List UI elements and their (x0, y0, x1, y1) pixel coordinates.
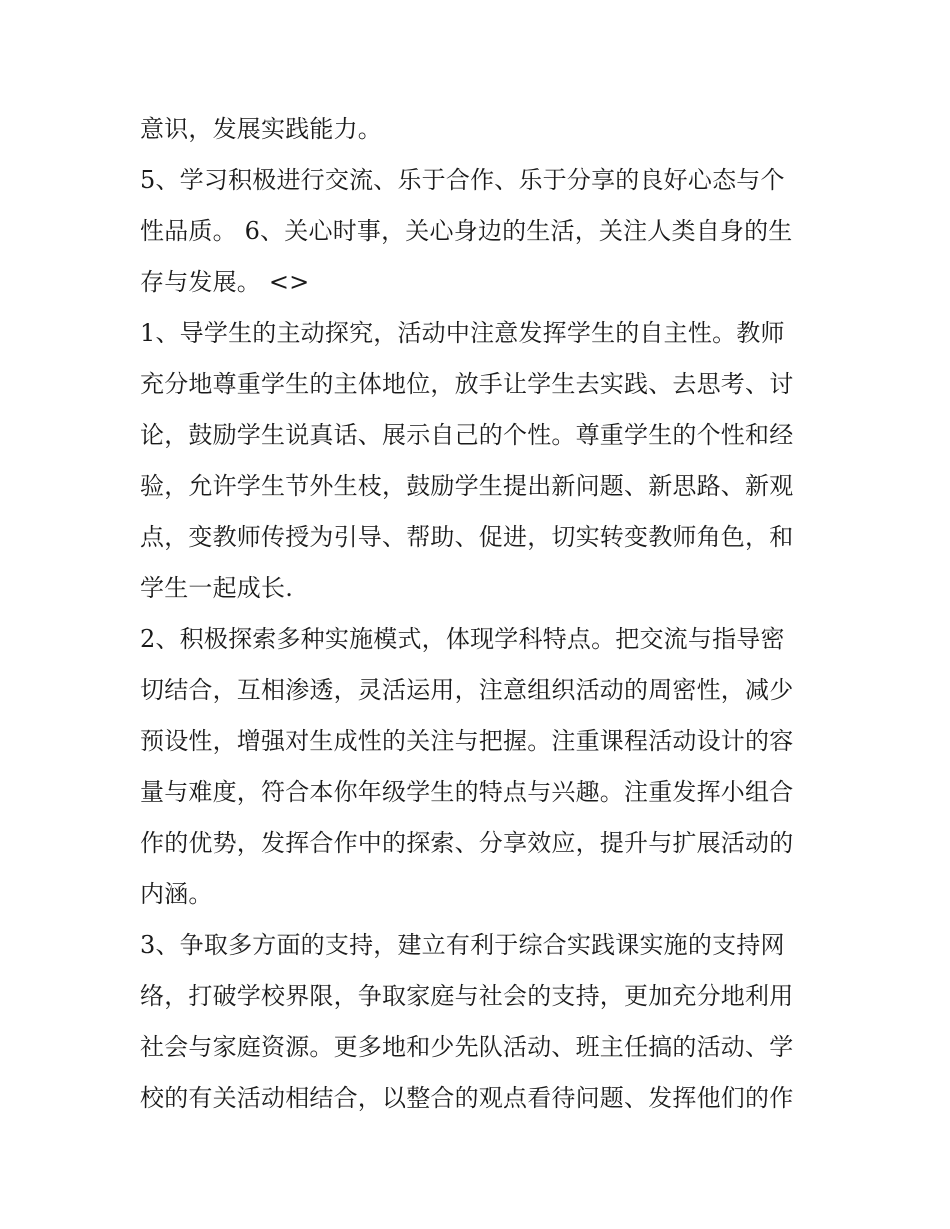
text-line: 预设性，增强对生成性的关注与把握。注重课程活动设计的容 (140, 727, 794, 755)
text-line: 性品质。 6、关心时事，关心身边的生活，关注人类自身的生 (140, 217, 793, 245)
text-line: 验，允许学生节外生枝，鼓励学生提出新问题、新思路、新观 (140, 472, 794, 500)
text-line: 校的有关活动相结合，以整合的观点看待问题、发挥他们的作 (140, 1084, 794, 1112)
text-line: 量与难度，符合本你年级学生的特点与兴趣。注重发挥小组合 (140, 778, 794, 806)
text-line: 5、学习积极进行交流、乐于合作、乐于分享的良好心态与个 (140, 166, 785, 194)
text-line: 论，鼓励学生说真话、展示自己的个性。尊重学生的个性和经 (140, 421, 794, 449)
text-line: 络，打破学校界限，争取家庭与社会的支持，更加充分地利用 (140, 982, 794, 1010)
text-line: 2、积极探索多种实施模式，体现学科特点。把交流与指导密 (140, 625, 785, 653)
text-line: 1、导学生的主动探究，活动中注意发挥学生的自主性。教师 (140, 319, 785, 347)
text-line: 社会与家庭资源。更多地和少先队活动、班主任搞的活动、学 (140, 1033, 794, 1061)
text-line: 学生一起成长. (140, 574, 294, 602)
document-body (140, 104, 820, 1124)
text-line: 内涵。 (140, 880, 213, 908)
text-line: 3、争取多方面的支持，建立有利于综合实践课实施的支持网 (140, 931, 785, 959)
text-line: 意识，发展实践能力。 (140, 115, 382, 143)
text-line: 切结合，互相渗透，灵活运用，注意组织活动的周密性，减少 (140, 676, 794, 704)
text-line: 点，变教师传授为引导、帮助、促进，切实转变教师角色，和 (140, 523, 794, 551)
text-line: 作的优势，发挥合作中的探索、分享效应，提升与扩展活动的 (140, 829, 794, 857)
text-line: 存与发展。 <> (140, 268, 310, 296)
text-line: 充分地尊重学生的主体地位，放手让学生去实践、去思考、讨 (140, 370, 794, 398)
